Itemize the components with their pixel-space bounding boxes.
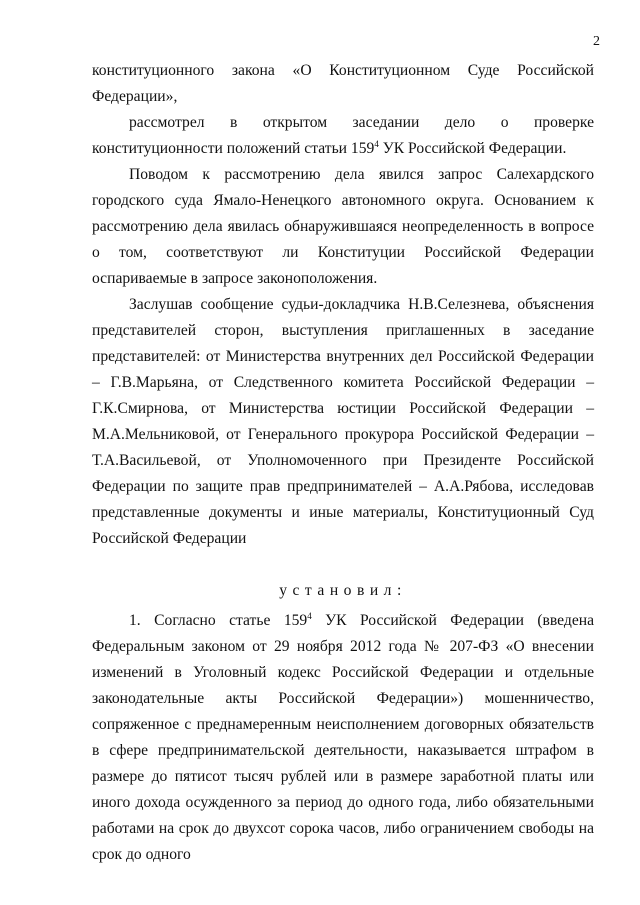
spacer <box>92 552 594 578</box>
article-superscript: 4 <box>307 611 312 621</box>
paragraph-article-text: 1. Согласно статье 159 <box>129 612 308 629</box>
paragraph-considered-text: рассмотрел в открытом заседании дело о проверке конституционности положений статьи 159 <box>92 114 594 157</box>
article-superscript: 4 <box>374 139 379 149</box>
paragraph-law-reference: конституционного закона «О Конституционном Суде Российской Федерации», <box>92 62 594 105</box>
page-number: 2 <box>593 34 600 49</box>
paragraph-considered-tail: УК Российской Федерации. <box>378 140 567 157</box>
document-body <box>92 58 594 868</box>
paragraph-hearing: Заслушав сообщение судьи-докладчика Н.В.Селезнева, объяснения представителей сторон, выступления приглашенных в заседание представителей: от Министерства внутренних дел Российской Федерации – Г.В.Марьяна, от Следственного комитета Российской Федерации – Г.К.Смирнова, от Министерства юстиции Российской Федерации – М.А.Мельниковой, от Генерального прокурора Российской Федерации – Т.А.Васильевой, от Уполномоченного при Президенте Российской Федерации по защите прав предпринимателей – А.А.Рябова, исследовав представленные документы и иные материалы, Конституционный Суд Российской Федерации <box>92 296 594 547</box>
paragraph-article-tail: УК Российской Федерации (введена Федеральным законом от 29 ноября 2012 года № 207-ФЗ «О внесении изменений в Уголовный кодекс Российской Федерации и отдельные законодательные акты Российской Федерации») мошенничество, сопряженное с преднамеренным неисполнением договорных обязательств в сфере предпринимательской деятельности, наказывается штрафом в размере до пятисот тысяч рублей или в размере заработной платы или иного дохода осужденного за период до одного года, либо обязательными работами на срок до двухсот сорока часов, либо ограничением свободы на срок до одного <box>92 612 595 863</box>
paragraph-grounds: Поводом к рассмотрению дела явился запрос Салехардского городского суда Ямало-Ненецкого автономного округа. Основанием к рассмотрению дела явилась обнаружившаяся неопределенность в вопросе о том, соответствуют ли Конституции Российской Федерации оспариваемые в запросе законоположения. <box>92 166 594 287</box>
section-heading: установил: <box>279 582 407 599</box>
paragraph-considered <box>92 110 594 162</box>
paragraph-article-description <box>92 608 594 868</box>
